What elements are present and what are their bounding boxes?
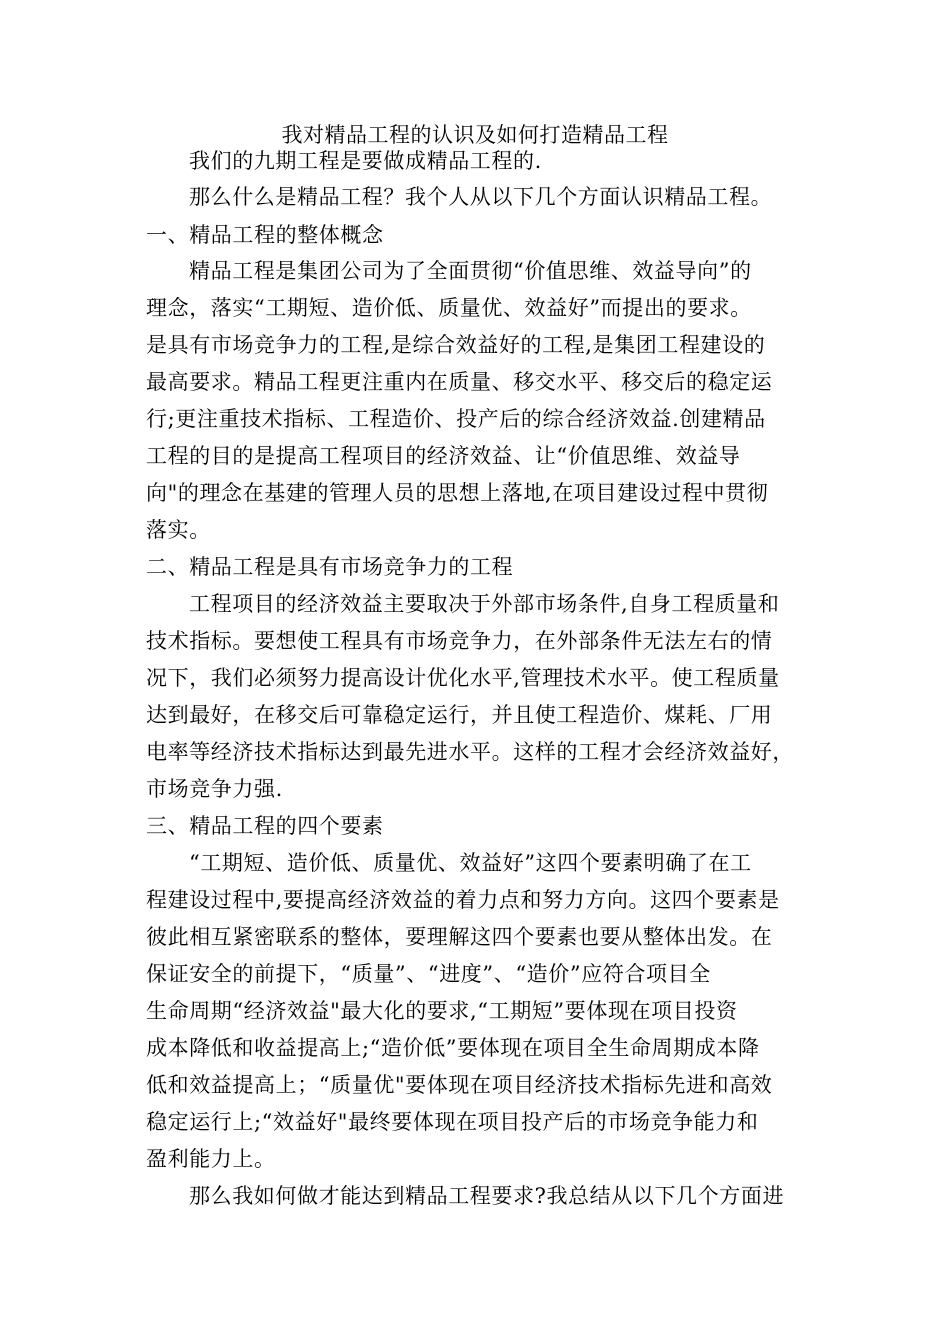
paragraph-line: 是具有市场竞争力的工程,是综合效益好的工程,是集团工程建设的 (146, 333, 766, 357)
paragraph-line: 况下，我们必须努力提高设计优化水平,管理技术水平。使工程质量 (146, 666, 780, 690)
paragraph-line: 彼此相互紧密联系的整体，要理解这四个要素也要从整体出发。在 (146, 925, 773, 949)
paragraph-line: 最高要求。精品工程更注重内在质量、移交水平、移交后的稳定运 (146, 370, 773, 394)
paragraph-line: 电率等经济技术指标达到最先进水平。这样的工程才会经济效益好， (146, 740, 794, 764)
paragraph-line: 技术指标。要想使工程具有市场竞争力，在外部条件无法左右的情 (146, 629, 773, 653)
paragraph-line: 成本降低和收益提高上;“造价低”要体现在项目全生命周期成本降 (146, 1036, 760, 1060)
paragraph-line: 我们的九期工程是要做成精品工程的. (189, 149, 542, 173)
paragraph-line: “工期短、造价低、质量优、效益好”这四个要素明确了在工 (189, 851, 752, 875)
section-heading-2: 二、精品工程是具有市场竞争力的工程 (146, 555, 514, 579)
document-title: 我对精品工程的认识及如何打造精品工程 (281, 123, 669, 147)
paragraph-line: 工程项目的经济效益主要取决于外部市场条件,自身工程质量和 (189, 592, 780, 616)
paragraph-line: 向"的理念在基建的管理人员的思想上落地,在项目建设过程中贯彻 (146, 481, 769, 505)
paragraph-line: 稳定运行上;“效益好"最终要体现在项目投产后的市场竞争能力和 (146, 1110, 759, 1134)
paragraph-line: 达到最好，在移交后可靠稳定运行，并且使工程造价、煤耗、厂用 (146, 703, 773, 727)
paragraph-line: 那么什么是精品工程？我个人从以下几个方面认识精品工程。 (189, 185, 773, 209)
paragraph-line: 生命周期“经济效益"最大化的要求,“工期短”要体现在项目投资 (146, 999, 738, 1023)
paragraph-line: 落实。 (146, 518, 211, 542)
section-heading-1: 一、精品工程的整体概念 (146, 223, 384, 247)
paragraph-line: 低和效益提高上；“质量优"要体现在项目经济技术指标先进和高效 (146, 1073, 773, 1097)
section-heading-3: 三、精品工程的四个要素 (146, 814, 384, 838)
paragraph-line: 保证安全的前提下，“质量”、“进度”、“造价”应符合项目全 (146, 962, 711, 986)
paragraph-line: 精品工程是集团公司为了全面贯彻“价值思维、效益导向”的 (189, 259, 752, 283)
paragraph-line: 工程的目的是提高工程项目的经济效益、让“价值思维、效益导 (146, 444, 741, 468)
paragraph-line: 程建设过程中,要提高经济效益的着力点和努力方向。这四个要素是 (146, 888, 780, 912)
paragraph-line: 那么我如何做才能达到精品工程要求?我总结从以下几个方面进 (189, 1184, 785, 1208)
paragraph-line: 盈利能力上。 (146, 1147, 276, 1171)
paragraph-line: 行;更注重技术指标、工程造价、投产后的综合经济效益.创建精品 (146, 407, 766, 431)
paragraph-line: 理念，落实“工期短、造价低、质量优、效益好”而提出的要求。 (146, 296, 752, 320)
paragraph-line: 市场竞争力强. (146, 777, 283, 801)
